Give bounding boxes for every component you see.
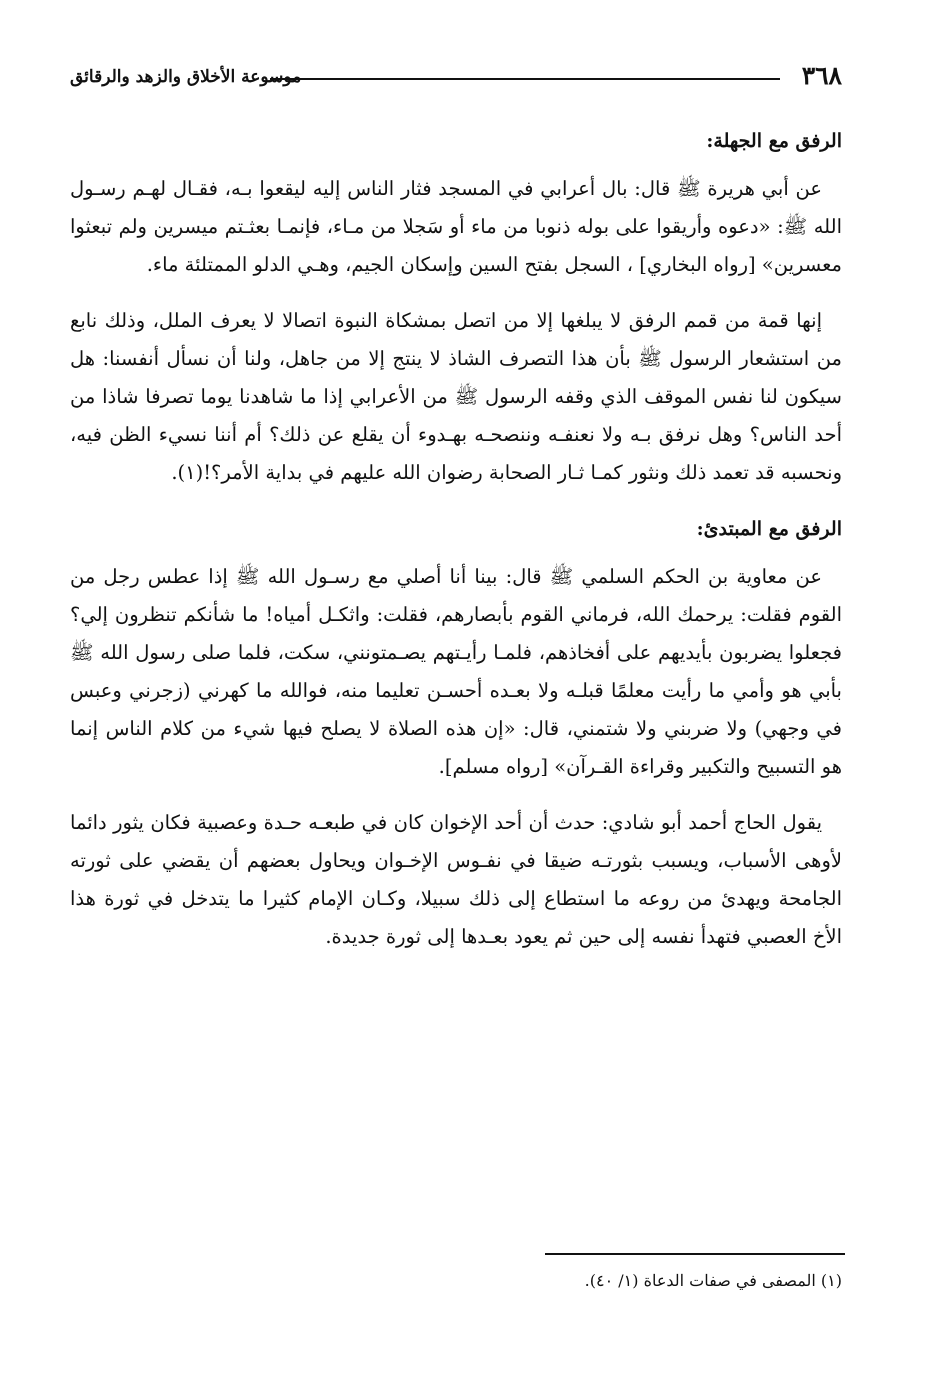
paragraph: يقول الحاج أحمد أبو شادي: حدث أن أحد الإخوان كان في طبعـه حـدة وعصبية فكان يثور دائما لأوهى الأسباب، ويسبب بثورتـه ضيقا في نفـوس الإخـوان ويحاول بعضهم أن يقضي على ثورته الجامحة ويهدئ من روعه ما استطاع إلى ذلك سبيلا، وكـان الإمام كثيرا ما يتدخل في ثورة هذا الأخ العصبي فتهدأ نفسه إلى حين ثم يعود بعـدها إلى ثورة جديدة. (70, 811, 842, 948)
body-text (70, 112, 842, 974)
header-rule (270, 78, 780, 80)
section-heading: الرفق مع المبتدئ: (696, 518, 842, 540)
paragraph: عن معاوية بن الحكم السلمي ﷺ قال: بينا أنا أصلي مع رسـول الله ﷺ إذا عطس رجل من القوم فقلت: يرحمك الله، فرماني القوم بأبصارهم، فقلت: واثكـل أمياه! ما شأنكم تنظرون إلي؟ فجعلوا يضربون بأيديهم على أفخاذهم، فلمـا رأيـتهم يصـمتونني، سكت، فلما صلى رسول الله ﷺ بأبي هو وأمي ما رأيت معلمًا قبلـه ولا بعـده أحسـن تعليما منه، فوالله ما كهرني (زجرني وعبس في وجهي) ولا ضربني ولا شتمني، قال: «إن هذه الصلاة لا يصلح فيها شيء من كلام الناس إنما هو التسبيح والتكبير وقراءة القـرآن» [رواه مسلم]. (70, 565, 842, 778)
footnote-rule (545, 1253, 845, 1255)
footnote: (١) المصفى في صفات الدعاة (١/ ٤٠). (584, 1271, 842, 1290)
page-number: ٣٦٨ (801, 61, 842, 90)
paragraph: إنها قمة من قمم الرفق لا يبلغها إلا من اتصل بمشكاة النبوة اتصالا لا يعرف الملل، وذلك نابع من استشعار الرسول ﷺ بأن هذا التصرف الشاذ لا ينتج إلا من جاهل، ولنا أن نسأل أنفسنا: هل سيكون لنا نفس الموقف الذي وقفه الرسول ﷺ من الأعرابي إذا ما شاهدنا يوما تصرفا شاذا من أحد الناس؟ وهل نرفق بـه ولا نعنفـه وننصحـه بهـدوء أن يقلع عن ذلك؟ أم أننا نسيء الظن فيه، ونحسبه قد تعمد ذلك ونثور كمـا ثـار الصحابة رضوان الله عليهم في بداية الأمر؟!(١). (70, 309, 842, 484)
paragraph: عن أبي هريرة ﷺ قال: بال أعرابي في المسجد فثار الناس إليه ليقعوا بـه، فقـال لهـم رسـول الله ﷺ: «دعوه وأريقوا على بوله ذنوبا من ماء أو سَجلا من مـاء، فإنمـا بعثـتم ميسرين ولم تبعثوا معسرين» [رواه البخاري] ، السجل بفتح السين وإسكان الجيم، وهـي الدلو الممتلئة ماء. (70, 177, 842, 276)
page-header (70, 60, 842, 100)
section-heading: الرفق مع الجهلة: (706, 130, 842, 152)
running-title: موسوعة الأخلاق والزهد والرقائق (70, 67, 302, 87)
